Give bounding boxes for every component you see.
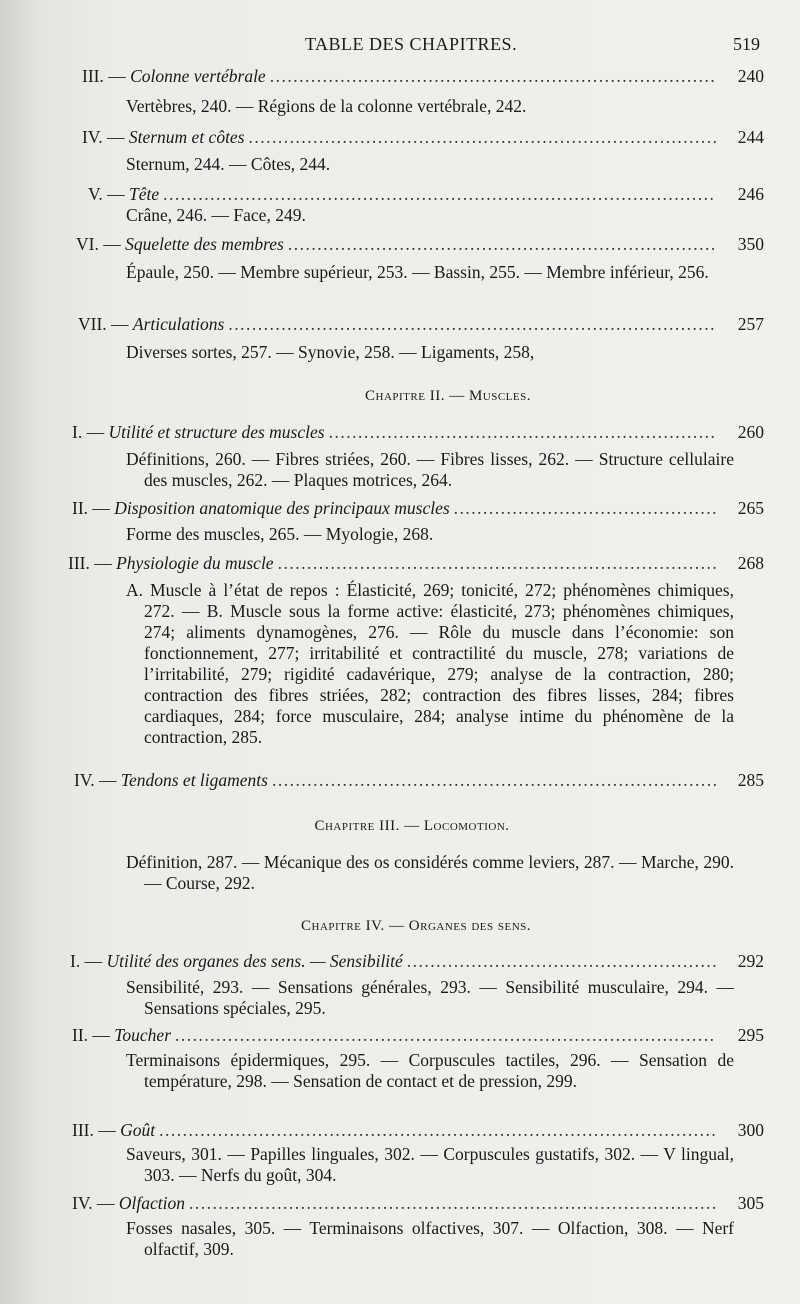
page-number: 519: [733, 34, 760, 54]
entry-page: 257: [737, 314, 764, 334]
toc-entry: III. — Colonne vertébrale ..... 240: [0, 66, 800, 90]
toc-entry: II. — Disposition anatomique des principaux muscles ..... 265: [0, 498, 800, 522]
entry-description: Épaule, 250. — Membre supérieur, 253. — Bassin, 255. — Membre inférieur, 256.: [126, 262, 709, 282]
entry-page: 292: [737, 951, 764, 971]
toc-entry: VI. — Squelette des membres ..... 350: [0, 234, 800, 258]
entry-description: Sternum, 244. — Côtes, 244.: [126, 154, 331, 174]
entry-title: Squelette des membres: [125, 234, 284, 254]
toc-entry: III. — Physiologie du muscle ..... 268: [0, 553, 800, 577]
entry-description: Fosses nasales, 305. — Terminaisons olfactives, 307. — Olfaction, 308. — Nerf olfactif, 309.: [126, 1218, 734, 1259]
entry-page: 350: [737, 234, 764, 254]
entry-description: Sensibilité, 293. — Sensations générales, 293. — Sensibilité musculaire, 294. — Sensations spéciales, 295.: [126, 977, 734, 1018]
entry-title: Olfaction: [118, 1193, 185, 1213]
page-title: TABLE DES CHAPITRES.: [305, 34, 518, 54]
entry-title: Physiologie du muscle: [116, 553, 274, 573]
entry-page: 260: [737, 422, 764, 442]
entry-description: Définitions, 260. — Fibres striées, 260. — Fibres lisses, 262. — Structure cellulaire des muscles, 262. — Plaques motrices, 264.: [126, 449, 734, 490]
entry-title: Tendons et ligaments: [120, 770, 268, 790]
dot-leader: [288, 234, 716, 255]
entry-title: Toucher: [114, 1025, 172, 1045]
dot-leader: [163, 184, 716, 205]
toc-entry: I. — Utilité des organes des sens. — Sensibilité ..... 292: [0, 951, 800, 975]
entry-title: Goût: [120, 1120, 156, 1140]
entry-description: Vertèbres, 240. — Régions de la colonne vertébrale, 242.: [126, 96, 527, 116]
dot-leader: [407, 951, 716, 972]
entry-title: Disposition anatomique des principaux muscles: [114, 498, 450, 518]
toc-entry: IV. — Sternum et côtes ..... 244: [0, 127, 800, 151]
entry-title: Colonne vertébrale: [130, 66, 266, 86]
entry-page: 305: [737, 1193, 764, 1213]
toc-entry: III. — Goût ..... 300: [0, 1120, 800, 1144]
chapter-heading: Chapitre IV. — Organes des sens.: [300, 918, 532, 934]
dot-leader: [272, 770, 716, 791]
chapter-heading: Chapitre III. — Locomotion.: [314, 818, 510, 834]
toc-entry: IV. — Olfaction ..... 305: [0, 1193, 800, 1217]
chapter-description: Définition, 287. — Mécanique des os considérés comme leviers, 287. — Marche, 290. — Course, 292.: [126, 852, 734, 893]
entry-page: 295: [737, 1025, 764, 1045]
entry-page: 244: [737, 127, 764, 147]
entry-title: Tête: [129, 184, 160, 204]
running-header: [0, 34, 800, 58]
entry-title: Sternum et côtes: [128, 127, 245, 147]
dot-leader: [270, 66, 716, 87]
entry-page: 285: [737, 770, 764, 790]
entry-description: A. Muscle à l’état de repos : Élasticité, 269; tonicité, 272; phénomènes chimiques, 272. — B. Muscle sous la forme active: élasticité, 273; phénomènes chimiques, 274; aliments dynamogènes, 276. — Rôle du muscle dans l’économie: son fonctionnement, 277; irritabilité et contractilité du muscle, 278; variations de l’irritabilité, 279; rigidité cadavérique, 279; analyse de la contraction, 280; contraction des fibres striées, 282; contraction des fibres lisses, 284; fibres cardiaques, 284; force musculaire, 284; analyse intime du phénomène de la contraction, 285.: [126, 580, 734, 747]
dot-leader: [329, 422, 716, 443]
dot-leader: [278, 553, 716, 574]
entry-description: Saveurs, 301. — Papilles linguales, 302. — Corpuscules gustatifs, 302. — V lingual, 303. — Nerfs du goût, 304.: [126, 1144, 734, 1185]
entry-title: Utilité et structure des muscles: [108, 422, 325, 442]
chapter-heading: Chapitre II. — Muscles.: [365, 388, 531, 404]
entry-page: 268: [737, 553, 764, 573]
entry-page: 246: [737, 184, 764, 204]
toc-entry: II. — Toucher ..... 295: [0, 1025, 800, 1049]
entry-description: Diverses sortes, 257. — Synovie, 258. — Ligaments, 258,: [126, 342, 535, 362]
dot-leader: [189, 1193, 716, 1214]
entry-page: 240: [737, 66, 764, 86]
entry-description: Forme des muscles, 265. — Myologie, 268.: [126, 524, 434, 544]
toc-entry: VII. — Articulations ..... 257: [0, 314, 800, 338]
toc-entry: I. — Utilité et structure des muscles ..... 260: [0, 422, 800, 446]
entry-description: Crâne, 246. — Face, 249.: [126, 205, 306, 225]
toc-entry: IV. — Tendons et ligaments ..... 285: [0, 770, 800, 794]
dot-leader: [175, 1025, 716, 1046]
toc-entry: V. — Tête ..... 246: [0, 184, 800, 208]
dot-leader: [159, 1120, 716, 1141]
entry-page: 265: [737, 498, 764, 518]
entry-title: Articulations: [132, 314, 225, 334]
dot-leader: [454, 498, 716, 519]
dot-leader: [228, 314, 716, 335]
entry-description: Terminaisons épidermiques, 295. — Corpuscules tactiles, 296. — Sensation de température, 298. — Sensation de contact et de pression, 299.: [126, 1050, 734, 1091]
entry-title: Utilité des organes des sens. — Sensibilité: [106, 951, 403, 971]
entry-page: 300: [737, 1120, 764, 1140]
dot-leader: [249, 127, 716, 148]
